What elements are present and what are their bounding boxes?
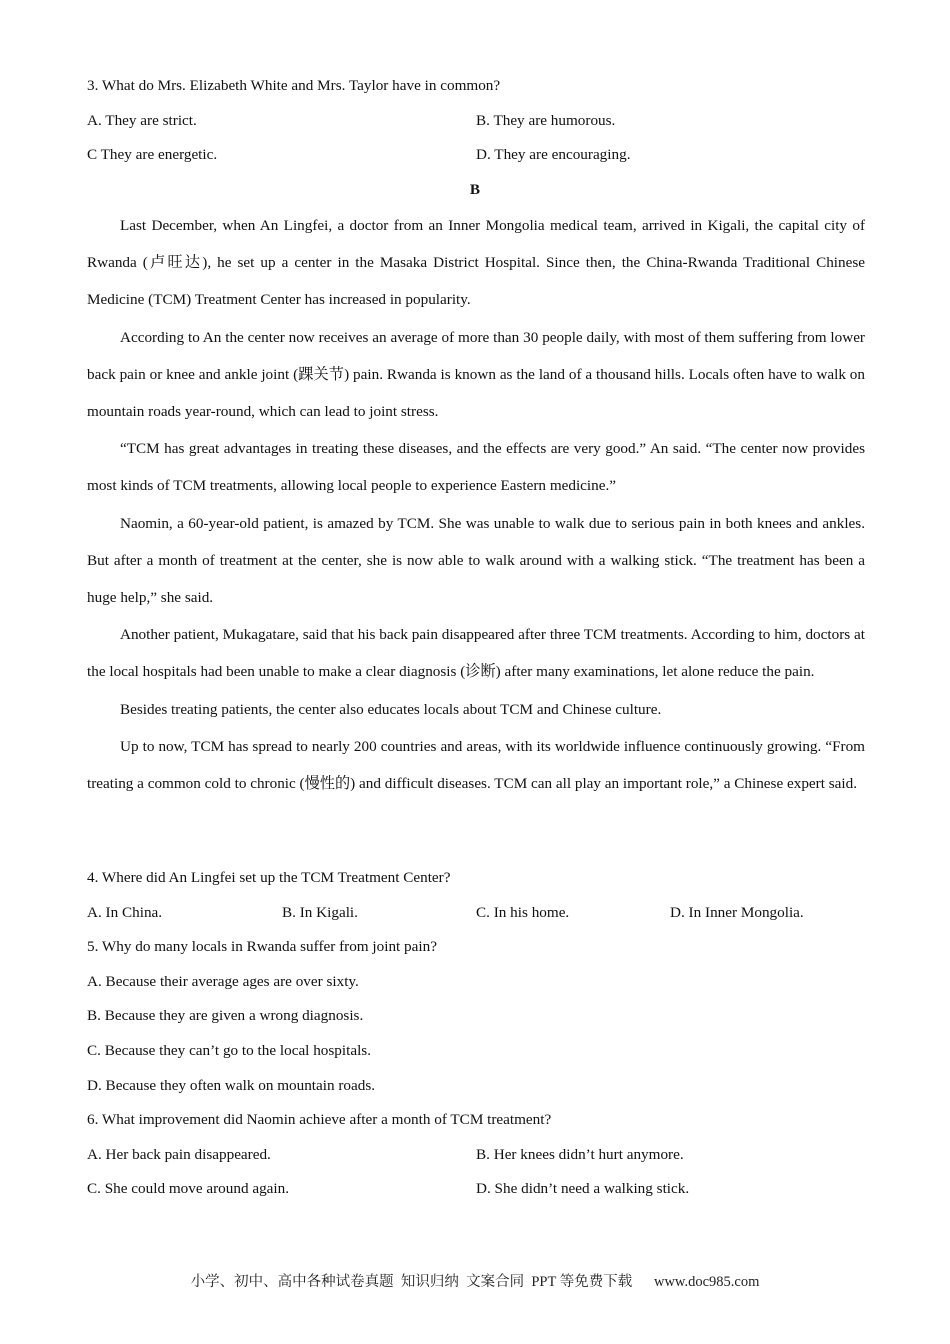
question-5-stem: 5. Why do many locals in Rwanda suffer from joint pain? [87, 938, 437, 955]
q5-option-d: D. Because they often walk on mountain roads. [87, 1077, 376, 1094]
q6-option-d: D. She didn’t need a walking stick. [476, 1180, 690, 1197]
q3-option-c: C They are energetic. [87, 146, 218, 163]
section-label: B [469, 181, 481, 198]
q3-option-b: B. They are humorous. [476, 112, 616, 129]
q4-option-b: B. In Kigali. [282, 904, 358, 921]
q5-option-a: A. Because their average ages are over sixty. [87, 973, 359, 990]
q6-option-c: C. She could move around again. [87, 1180, 290, 1197]
footer-text: 小学、初中、高中各种试卷真题 知识归纳 文案合同 PPT 等免费下载 [190, 1274, 633, 1290]
q6-option-a: A. Her back pain disappeared. [87, 1146, 271, 1163]
passage-paragraph-4: Naomin, a 60-year-old patient, is amazed by TCM. She was unable to walk due to serious pain in both knees and ankles. But after a month of treatment at the center, she is now able to walk around with a walking stick. “The treatment has been a huge help,” she said. [87, 514, 865, 607]
footer-url[interactable]: www.doc985.com [653, 1274, 760, 1290]
q5-option-b: B. Because they are given a wrong diagnosis. [87, 1007, 364, 1024]
q4-option-a: A. In China. [87, 904, 163, 921]
passage-paragraph-2: According to An the center now receives an average of more than 30 people daily, with most of them suffering from lower back pain or knee and ankle joint (踝关节) pain. Rwanda is known as the land of a thousand hills. Locals often have to walk on mountain roads year-round, which can lead to joint stress. [87, 328, 865, 421]
passage-paragraph-6: Besides treating patients, the center also educates locals about TCM and Chinese culture. [120, 700, 662, 718]
question-6-stem: 6. What improvement did Naomin achieve after a month of TCM treatment? [87, 1111, 552, 1128]
passage-paragraph-5: Another patient, Mukagatare, said that his back pain disappeared after three TCM treatments. According to him, doctors at the local hospitals had been unable to make a clear diagnosis (诊断) after many examinations, let alone reduce the pain. [87, 626, 865, 681]
q3-option-d: D. They are encouraging. [476, 146, 631, 163]
passage-paragraph-1: Last December, when An Lingfei, a doctor from an Inner Mongolia medical team, arrived in Kigali, the capital city of Rwanda (卢旺达), he set up a center in the Masaka District Hospital. Since then, the China-Rwanda Traditional Chinese Medicine (TCM) Treatment Center has increased in popularity. [87, 217, 865, 309]
passage-paragraph-3: “TCM has great advantages in treating these diseases, and the effects are very good.” An said. “The center now provides most kinds of TCM treatments, allowing local people to experience Eastern medicine.” [87, 440, 865, 495]
page-footer [0, 1270, 950, 1291]
q5-option-c: C. Because they can’t go to the local hospitals. [87, 1042, 371, 1059]
question-4-stem: 4. Where did An Lingfei set up the TCM Treatment Center? [87, 869, 451, 886]
passage [87, 207, 865, 802]
q4-option-c: C. In his home. [476, 904, 570, 921]
q6-option-b: B. Her knees didn’t hurt anymore. [476, 1146, 684, 1163]
q4-option-d: D. In Inner Mongolia. [670, 904, 804, 921]
question-3-stem: 3. What do Mrs. Elizabeth White and Mrs. Taylor have in common? [87, 77, 501, 94]
q3-option-a: A. They are strict. [87, 112, 197, 129]
passage-paragraph-7: Up to now, TCM has spread to nearly 200 countries and areas, with its worldwide influence continuously growing. “From treating a common cold to chronic (慢性的) and difficult diseases. TCM can all play an important role,” a Chinese expert said. [87, 737, 865, 793]
